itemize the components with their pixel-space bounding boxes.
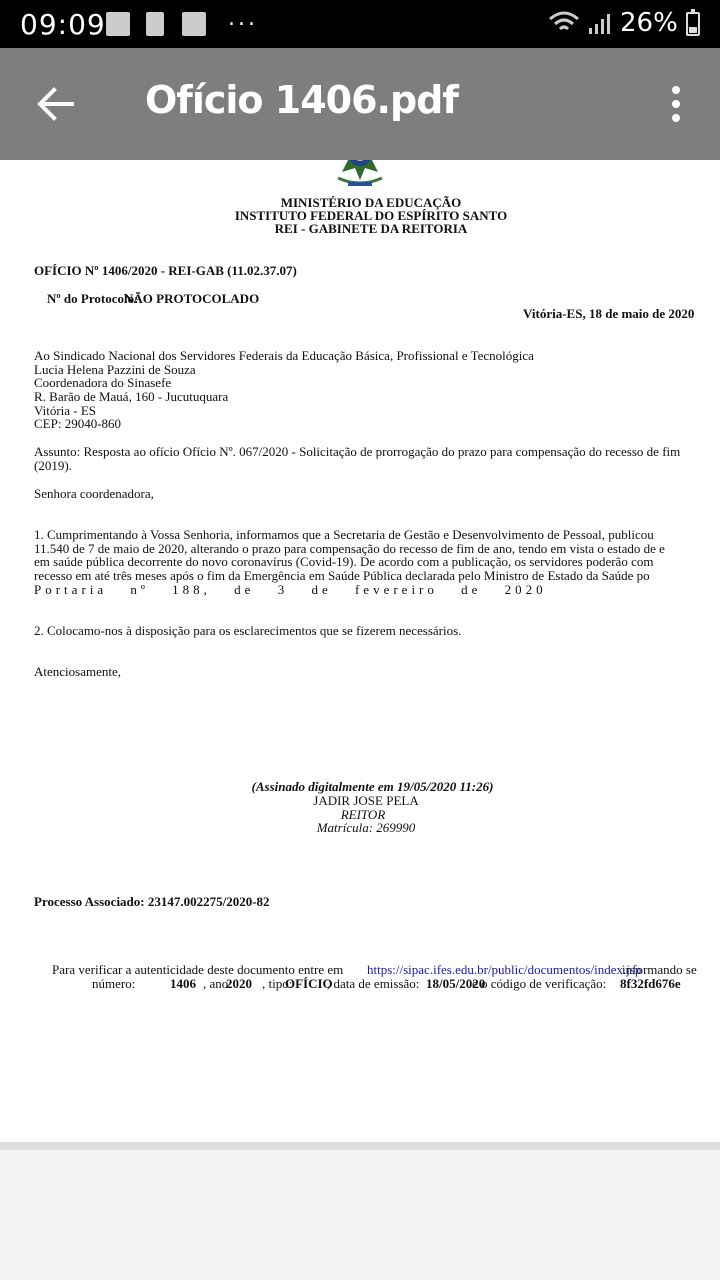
- verify-tipo: OFÍCIO: [285, 976, 333, 991]
- more-notifications-icon: ...: [228, 6, 258, 31]
- sd-card-icon: [146, 12, 164, 36]
- gallery-notification-icon: [106, 12, 130, 36]
- recipient-line: CEP: 29040-860: [34, 416, 122, 431]
- verify-link[interactable]: https://sipac.ifes.edu.br/public/documentos/index.jsp: [367, 962, 642, 977]
- verify-codigo-label: e o código de verificação:: [472, 976, 607, 991]
- brasao-coat-of-arms-icon: [330, 160, 390, 188]
- app-toolbar: [0, 48, 720, 160]
- wifi-icon: [548, 10, 580, 36]
- closing: Atenciosamente,: [34, 664, 121, 679]
- signer-role: REITOR: [340, 807, 386, 822]
- protocolo-label: Nº do Protocolo:: [47, 291, 139, 306]
- header-instituto: INSTITUTO FEDERAL DO ESPÍRITO SANTO: [234, 208, 508, 223]
- overflow-menu-icon[interactable]: [668, 86, 684, 126]
- page-divider: [0, 1142, 720, 1150]
- subject-line: (2019).: [34, 458, 72, 473]
- battery-percentage: 26%: [620, 8, 678, 38]
- salutation: Senhora coordenadora,: [34, 486, 154, 501]
- verify-ano-label: , ano:: [203, 976, 232, 991]
- processo-associado: Processo Associado: 23147.002275/2020-82: [34, 894, 270, 909]
- recipient-line: Vitória - ES: [34, 403, 97, 418]
- gallery-notification-icon-2: [182, 12, 206, 36]
- verify-numero: 1406: [170, 976, 196, 991]
- paragraph-2: 2. Colocamo-nos à disposição para os esclarecimentos que se fizerem necessários.: [34, 623, 462, 638]
- verify-ano: 2020: [226, 976, 252, 991]
- recipient-line: R. Barão de Mauá, 160 - Jucutuquara: [34, 389, 229, 404]
- status-bar: [0, 0, 720, 48]
- battery-icon: [686, 12, 700, 36]
- recipient-line: Coordenadora do Sinasefe: [34, 375, 172, 390]
- header-ministerio: MINISTÉRIO DA EDUCAÇÃO: [280, 195, 462, 210]
- paragraph-1-line: Portaria nº 188, de 3 de fevereiro de 2020: [34, 582, 547, 597]
- verify-tipo-label: , tipo:: [262, 976, 293, 991]
- pdf-page[interactable]: [0, 160, 720, 1142]
- place-date: Vitória-ES, 18 de maio de 2020: [523, 306, 695, 321]
- subject-line: Assunto: Resposta ao ofício Ofício Nº. 067/2020 - Solicitação de prorrogação do prazo para compensação do recesso de fim: [34, 444, 681, 459]
- verify-numero-label: número:: [92, 976, 136, 991]
- signer-name: JADIR JOSE PELA: [313, 793, 419, 808]
- header-gabinete: REI - GABINETE DA REITORIA: [274, 221, 468, 236]
- signal-icon: [588, 12, 612, 36]
- verify-codigo: 8f32fd676e: [620, 976, 681, 991]
- paragraph-1-line: em saúde pública decorrente do novo coronavírus (Covid-19). De acordo com a publicação, os servidores poderão com: [34, 554, 654, 569]
- document-title: Ofício 1406.pdf: [145, 78, 458, 122]
- recipient-line: Ao Sindicado Nacional dos Servidores Federais da Educação Básica, Profissional e Tecnológica: [34, 348, 534, 363]
- verify-data-label: , data de emissão:: [327, 976, 420, 991]
- recipient-line: Lucia Helena Pazzini de Souza: [34, 362, 196, 377]
- protocolo-value: NÃO PROTOCOLADO: [124, 291, 260, 306]
- back-arrow-icon[interactable]: [36, 84, 76, 124]
- paragraph-1-line: 1. Cumprimentando à Vossa Senhoria, informamos que a Secretaria de Gestão e Desenvolvimento de Pessoal, publicou: [34, 527, 654, 542]
- paragraph-1-line: recesso em até três meses após o fim da Emergência em Saúde Pública declarada pelo Ministro de Estado da Saúde po: [34, 568, 650, 583]
- clock: 09:09: [20, 8, 106, 41]
- signature-stamp: (Assinado digitalmente em 19/05/2020 11:26): [251, 779, 494, 794]
- verify-data: 18/05/2020: [426, 976, 486, 991]
- verify-suffix: informando se: [622, 962, 697, 977]
- oficio-number: OFÍCIO Nº 1406/2020 - REI-GAB (11.02.37.07): [34, 263, 297, 278]
- paragraph-1-line: 11.540 de 7 de maio de 2020, alterando o prazo para compensação do recesso de fim de ano, tendo em vista o estado de e: [34, 541, 665, 556]
- signer-matricula: Matrícula: 269990: [316, 820, 416, 835]
- verify-text: Para verificar a autenticidade deste documento entre em: [52, 962, 344, 977]
